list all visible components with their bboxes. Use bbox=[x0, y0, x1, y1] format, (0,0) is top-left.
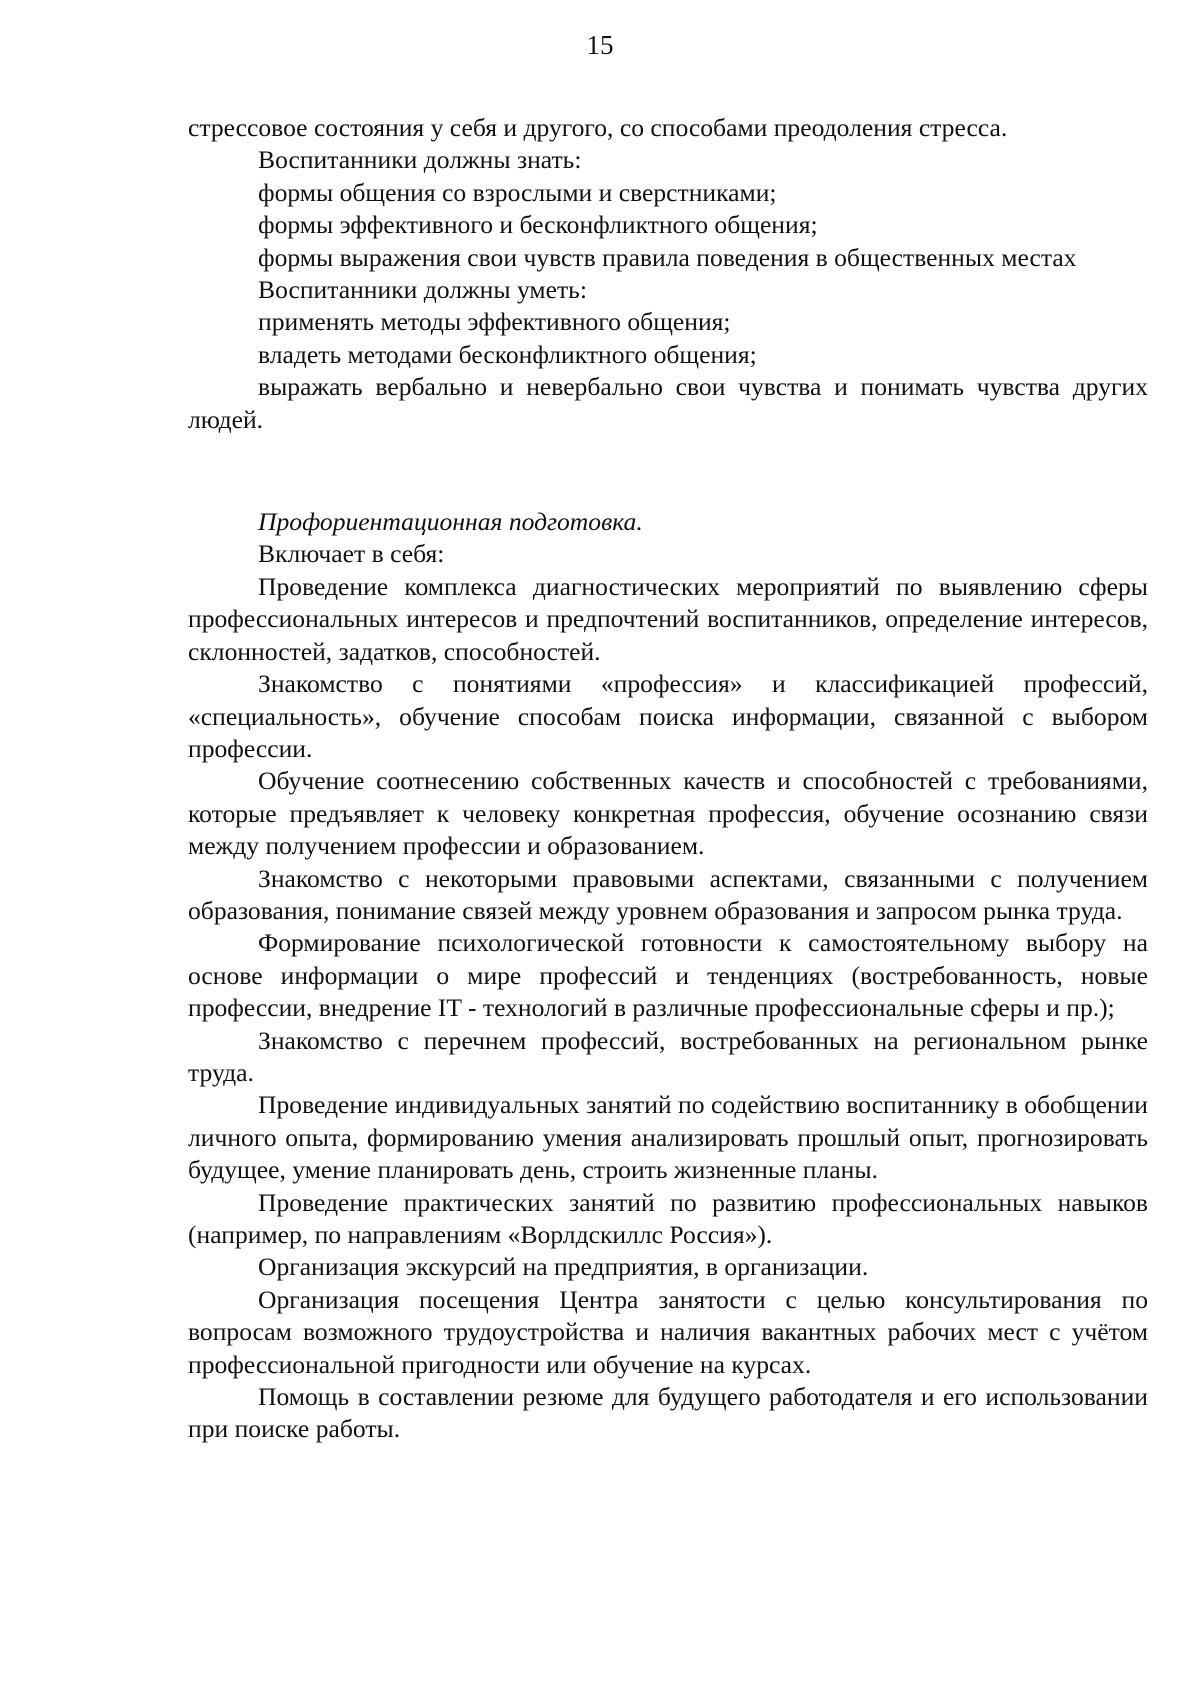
paragraph: формы эффективного и бесконфликтного общения; bbox=[258, 210, 818, 240]
paragraph: формы общения со взрослыми и сверстниками; bbox=[258, 177, 777, 207]
paragraph: Проведение практических занятий по развитию профессиональных навыков (например, по направлениям «Ворлдскиллс Россия»). bbox=[188, 1187, 1148, 1249]
paragraph: Обучение соотнесению собственных качеств и способностей с требованиями, которые предъявляет к человеку конкретная профессия, обучение осознанию связи между получением профессии и образованием. bbox=[188, 766, 1148, 861]
page-number: 15 bbox=[586, 30, 614, 60]
paragraph: Помощь в составлении резюме для будущего работодателя и его использовании при поиске работы. bbox=[188, 1382, 1148, 1444]
paragraph: формы выражения свои чувств правила поведения в общественных местах bbox=[258, 242, 1077, 272]
paragraph: Формирование психологической готовности к самостоятельному выбору на основе информации о мире профессий и тенденциях (востребованность, новые профессии, внедрение IT - технологий в различные профессиональные сферы и пр.); bbox=[188, 928, 1148, 1023]
document-body bbox=[188, 112, 1148, 1446]
paragraph: Воспитанники должны уметь: bbox=[258, 275, 587, 305]
paragraph: применять методы эффективного общения; bbox=[258, 307, 731, 337]
paragraph: Проведение комплекса диагностических мероприятий по выявлению сферы профессиональных интересов и предпочтений воспитанников, определение интересов, склонностей, задатков, способностей. bbox=[188, 571, 1148, 666]
paragraph: Воспитанники должны знать: bbox=[258, 145, 582, 175]
paragraph: Включает в себя: bbox=[258, 539, 445, 569]
paragraph: владеть методами бесконфликтного общения; bbox=[258, 339, 757, 369]
paragraph: Организация посещения Центра занятости с целью консультирования по вопросам возможного трудоустройства и наличия вакантных рабочих мест с учётом профессиональной пригодности или обучение на курсах. bbox=[188, 1284, 1148, 1379]
paragraph: стрессовое состояния у себя и другого, со способами преодоления стресса. bbox=[188, 113, 1008, 142]
paragraph: Проведение индивидуальных занятий по содействию воспитаннику в обобщении личного опыта, формированию умения анализировать прошлый опыт, прогнозировать будущее, умение планировать день, строить жизненные планы. bbox=[188, 1090, 1148, 1185]
paragraph: Знакомство с понятиями «профессия» и классификацией профессий, «специальность», обучение способам поиска информации, связанной с выбором профессии. bbox=[188, 669, 1148, 763]
paragraph: Знакомство с некоторыми правовыми аспектами, связанными с получением образования, понимание связей между уровнем образования и запросом рынка труда. bbox=[188, 863, 1148, 925]
paragraph: Организация экскурсий на предприятия, в организации. bbox=[258, 1252, 869, 1282]
section-title: Профориентационная подготовка. bbox=[258, 507, 643, 537]
paragraph: Знакомство с перечнем профессий, востребованных на региональном рынке труда. bbox=[188, 1025, 1148, 1087]
paragraph: выражать вербально и невербально свои чувства и понимать чувства других людей. bbox=[188, 372, 1148, 434]
